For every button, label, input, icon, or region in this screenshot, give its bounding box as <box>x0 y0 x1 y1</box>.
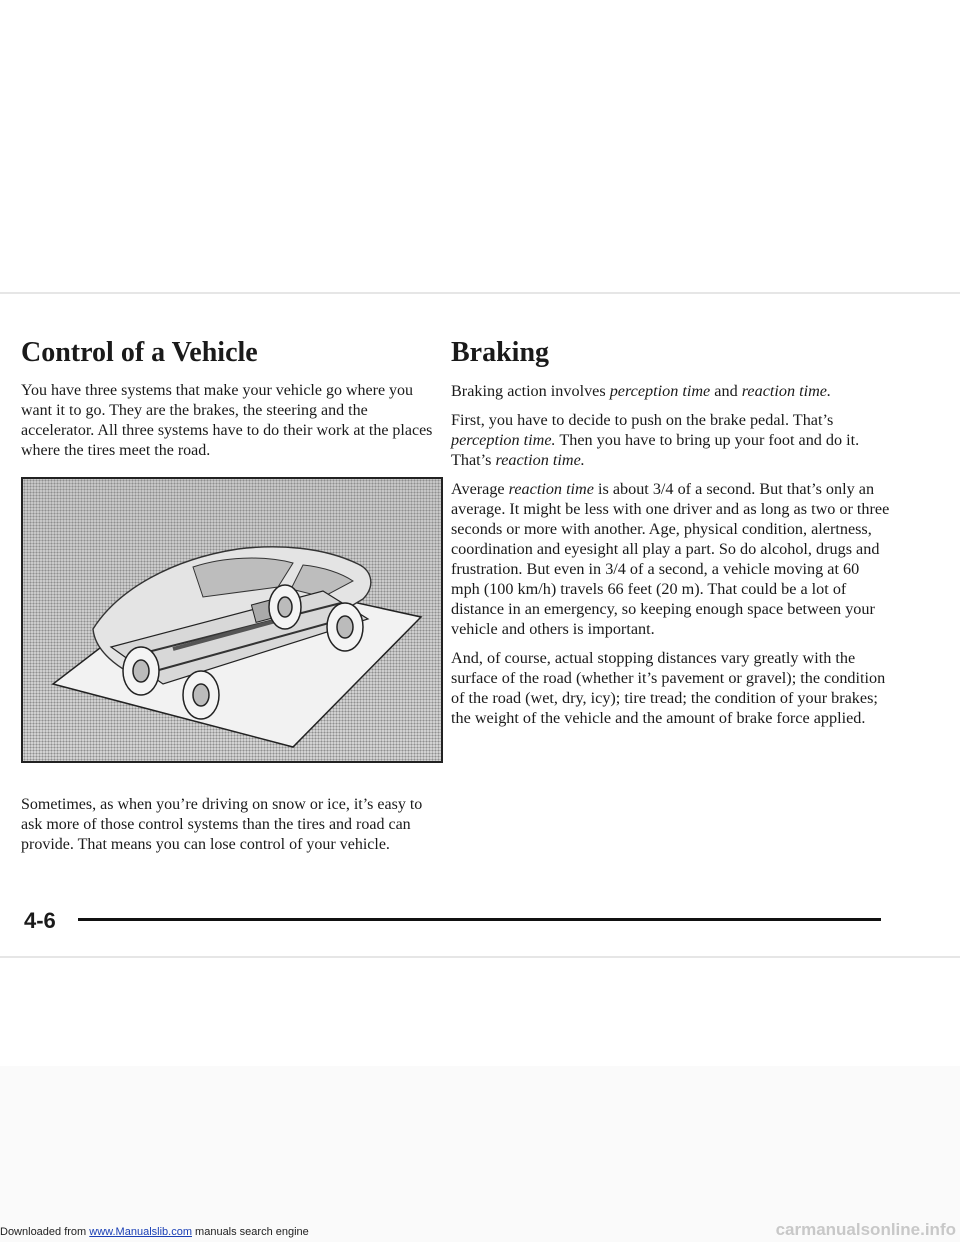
braking-paragraph-3 <box>451 479 891 639</box>
control-paragraph-1: You have three systems that make your vehicle go where you want it to go. They are the brakes, the steering and the accelerator. All three systems have to do their work at the places where the tires meet the road. <box>21 381 433 459</box>
page-number: 4-6 <box>24 908 56 933</box>
text-run: Then you have to bring up your foot and do it. That’s <box>451 430 860 469</box>
scan-top-edge <box>0 292 960 294</box>
left-column <box>21 338 443 864</box>
scan-footer-band <box>0 1066 960 1242</box>
section-title-control: Control of a Vehicle <box>21 337 258 368</box>
banner-suffix: manuals search engine <box>195 1226 309 1238</box>
vehicle-underbody-illustration <box>21 477 443 763</box>
download-banner <box>0 1226 309 1238</box>
emphasis-perception-time: perception time. <box>451 430 556 449</box>
text-run: is about 3/4 of a second. But that’s only an average. It might be less with one driver and as long as two or three seconds or more with another. Age, physical condition, alertness, coordination and eyesight all play a part. So do alcohol, drugs and frustration. But even in 3/4 of a second, a vehicle moving at 60 mph (100 km/h) travels 66 feet (20 m). That could be a lot of distance in an emergency, so keeping enough space between your vehicle and others is important. <box>451 479 890 638</box>
section-title-braking: Braking <box>451 337 550 368</box>
banner-prefix: Downloaded from <box>0 1226 87 1238</box>
site-watermark: carmanualsonline.info <box>775 1220 956 1239</box>
scan-bottom-edge <box>0 956 960 958</box>
manualslib-link[interactable]: www.Manualslib.com <box>89 1226 192 1238</box>
emphasis-reaction-time: reaction time. <box>495 450 585 469</box>
car-chassis-drawing <box>23 479 441 761</box>
text-run: First, you have to decide to push on the brake pedal. That’s <box>451 410 834 429</box>
text-run: and <box>710 381 742 400</box>
emphasis-reaction-time: reaction time. <box>741 381 832 400</box>
braking-paragraph-2 <box>451 410 891 470</box>
braking-paragraph-1 <box>451 381 891 401</box>
control-paragraph-2: Sometimes, as when you’re driving on snow or ice, it’s easy to ask more of those control systems than the tires and road can provide. That means you can lose control of your vehicle. <box>21 795 423 853</box>
emphasis-reaction-time: reaction time <box>508 479 594 498</box>
text-run: Braking action involves <box>451 381 610 400</box>
right-column <box>451 338 891 737</box>
emphasis-perception-time: perception time <box>609 381 711 400</box>
braking-paragraph-4: And, of course, actual stopping distances vary greatly with the surface of the road (whether it’s pavement or gravel); the condition of the road (wet, dry, icy); tire tread; the condition of your brakes; the weight of the vehicle and the amount of brake force applied. <box>451 648 886 727</box>
page-number-rule <box>78 918 881 921</box>
text-run: Average <box>451 479 509 498</box>
